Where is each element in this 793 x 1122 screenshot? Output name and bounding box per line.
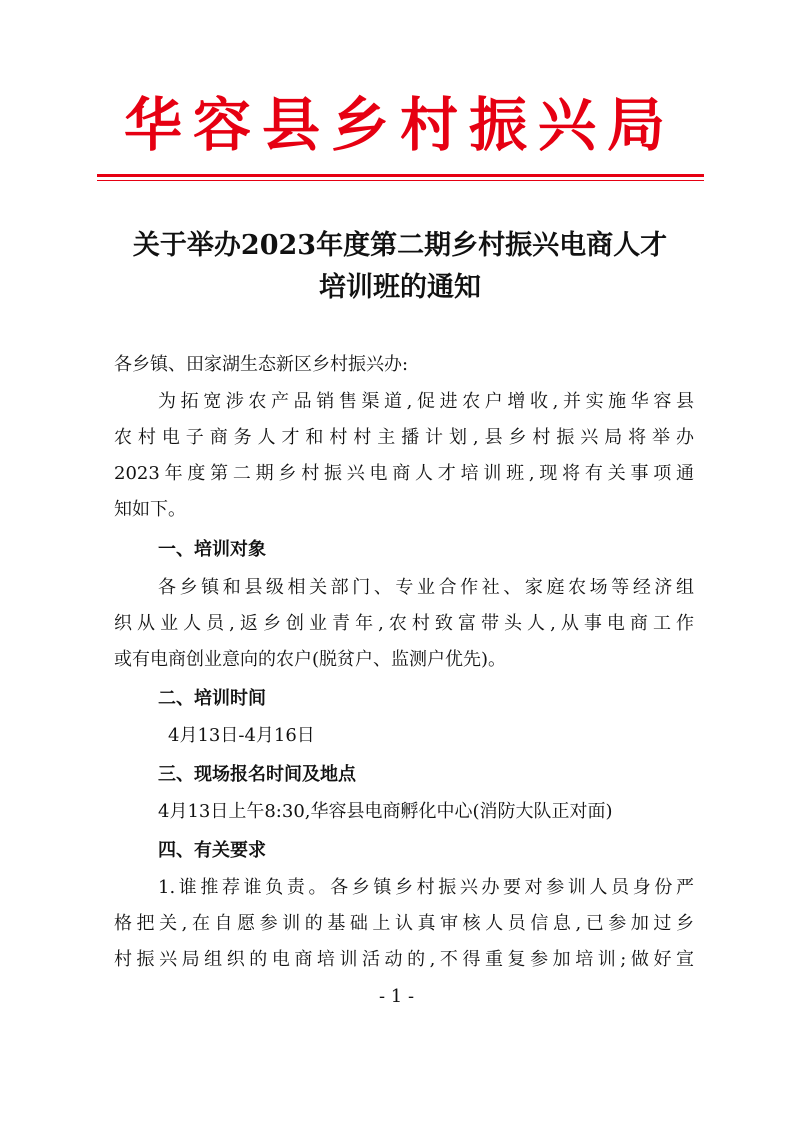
section-4-line: 格把关,在自愿参训的基础上认真审核人员信息,已参加过乡 [114, 913, 694, 934]
organization-header: 华容县乡村振兴局 [123, 91, 676, 159]
intro-line: 知如下。 [114, 499, 186, 520]
section-heading-2: 二、培训时间 [158, 688, 266, 709]
section-heading-3: 三、现场报名时间及地点 [158, 764, 356, 785]
section-4-line: 1.谁推荐谁负责。各乡镇乡村振兴办要对参训人员身份严 [158, 877, 694, 898]
page-number: - 1 - [378, 986, 415, 1007]
section-1-line: 各乡镇和县级相关部门、专业合作社、家庭农场等经济组 [158, 577, 694, 598]
section-4-line: 村振兴局组织的电商培训活动的,不得重复参加培训;做好宣 [114, 949, 694, 970]
header-divider-thick [97, 174, 704, 177]
training-dates: 4月13日-4月16日 [168, 725, 315, 746]
document-title-line-2: 培训班的通知 [319, 272, 481, 303]
salutation: 各乡镇、田家湖生态新区乡村振兴办: [114, 354, 409, 375]
document-title-line-1: 关于举办2023年度第二期乡村振兴电商人才 [132, 230, 668, 261]
intro-line: 农村电子商务人才和村村主播计划,县乡村振兴局将举办 [114, 427, 694, 448]
intro-line: 2023年度第二期乡村振兴电商人才培训班,现将有关事项通 [114, 463, 694, 484]
section-1-line: 织从业人员,返乡创业青年,农村致富带头人,从事电商工作 [114, 613, 694, 634]
section-heading-1: 一、培训对象 [158, 539, 266, 560]
section-heading-4: 四、有关要求 [158, 840, 266, 861]
section-1-line: 或有电商创业意向的农户(脱贫户、监测户优先)。 [114, 649, 507, 670]
intro-line: 为拓宽涉农产品销售渠道,促进农户增收,并实施华容县 [158, 391, 694, 412]
registration-time-place: 4月13日上午8:30,华容县电商孵化中心(消防大队正对面) [158, 801, 613, 822]
header-divider-thin [97, 180, 704, 181]
